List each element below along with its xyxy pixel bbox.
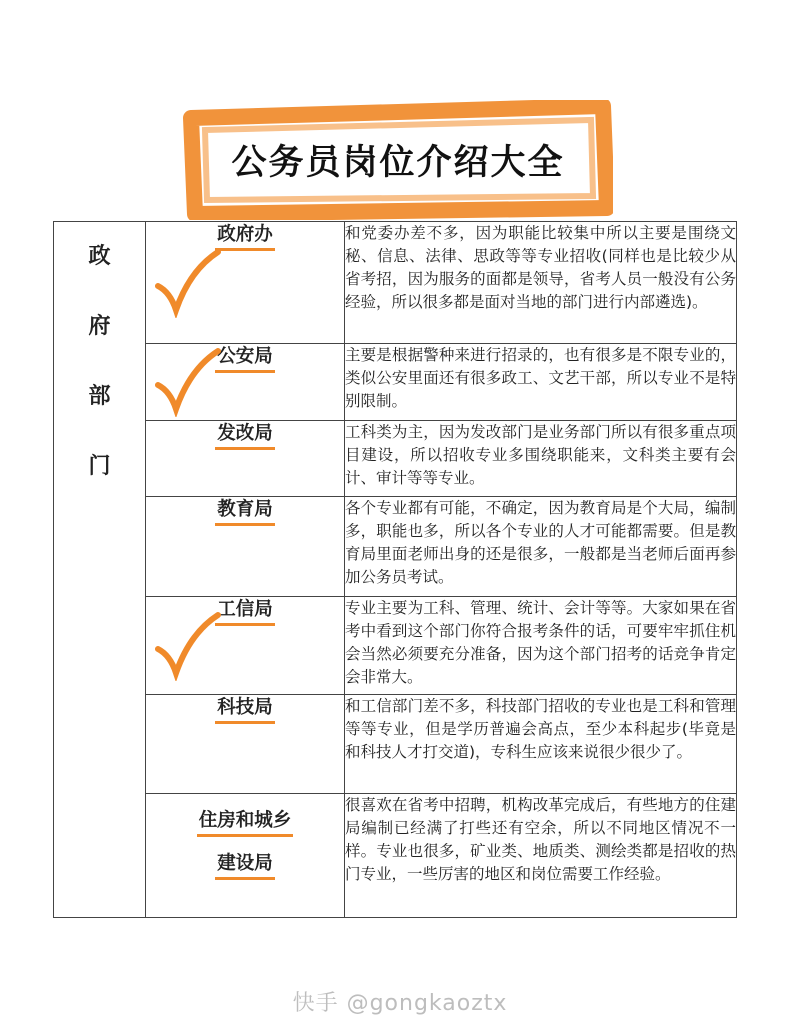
dept-name: 政府办 [215,222,275,251]
dept-cell [146,695,345,794]
dept-description: 主要是根据警种来进行招录的，也有很多是不限专业的，类似公安里面还有很多政工、文艺干部，所以专业不是特别限制。 [345,344,737,421]
dept-cell [146,421,345,497]
dept-name-line2: 建设局 [215,851,275,880]
dept-cell [146,497,345,597]
table-row [54,421,737,497]
category-char: 府 [88,314,111,339]
dept-description: 工科类为主，因为发改部门是业务部门所以有很多重点项目建设，所以招收专业多围绕职能来，文科类主要有会计、审计等等专业。 [345,421,737,497]
dept-name-line1: 住房和城乡 [197,808,294,837]
table-row [54,794,737,918]
category-cell [54,222,146,918]
table-row [54,497,737,597]
category-char: 部 [88,384,111,409]
dept-description: 各个专业都有可能，不确定，因为教育局是个大局，编制多，职能也多，所以各个专业的人才可能都需要。但是教育局里面老师出身的还是很多，一般都是当老师后面再参加公务员考试。 [345,497,737,597]
category-char: 门 [88,454,111,479]
table-row [54,695,737,794]
checkmark-icon [152,248,222,318]
dept-name: 工信局 [215,597,275,626]
dept-description: 很喜欢在省考中招聘，机构改革完成后，有些地方的住建局编制已经满了打些还有空余，所以不同地区情况不一样。专业也很多，矿业类、地质类、测绘类都是招收的热门专业，一些厉害的地区和岗位需要工作经验。 [345,794,737,918]
table-row [54,597,737,695]
dept-cell [146,794,345,918]
dept-cell [146,222,345,344]
department-table [53,221,737,918]
dept-name: 科技局 [215,695,275,724]
page-title: 公务员岗位介绍大全 [231,143,565,183]
dept-name: 发改局 [215,421,275,450]
dept-description: 和党委办差不多，因为职能比较集中所以主要是围绕文秘、信息、法律、思政等等专业招收(同样也是比较少从省考招，因为服务的面都是领导，省考人员一般没有公务经验，所以很多都是面对当地的部门进行内部遴选)。 [345,222,737,344]
table-row [54,344,737,421]
dept-description: 和工信部门差不多，科技部门招收的专业也是工科和管理等等专业，但是学历普遍会高点，至少本科起步(毕竟是和科技人才打交道)，专科生应该来说很少很少了。 [345,695,737,794]
watermark: 快手 @gongkaoztx [292,991,508,1016]
dept-description: 专业主要为工科、管理、统计、会计等等。大家如果在省考中看到这个部门你符合报考条件的话，可要牢牢抓住机会当然必须要充分准备，因为这个部门招考的话竞争肯定会非常大。 [345,597,737,695]
category-char: 政 [88,244,111,269]
checkmark-icon [152,611,222,681]
dept-name: 公安局 [215,344,275,373]
dept-name: 教育局 [215,497,275,526]
dept-cell [146,344,345,421]
checkmark-icon [152,347,222,417]
category-label [54,222,145,502]
title-banner [183,100,613,220]
table-row [54,222,737,344]
dept-cell [146,597,345,695]
